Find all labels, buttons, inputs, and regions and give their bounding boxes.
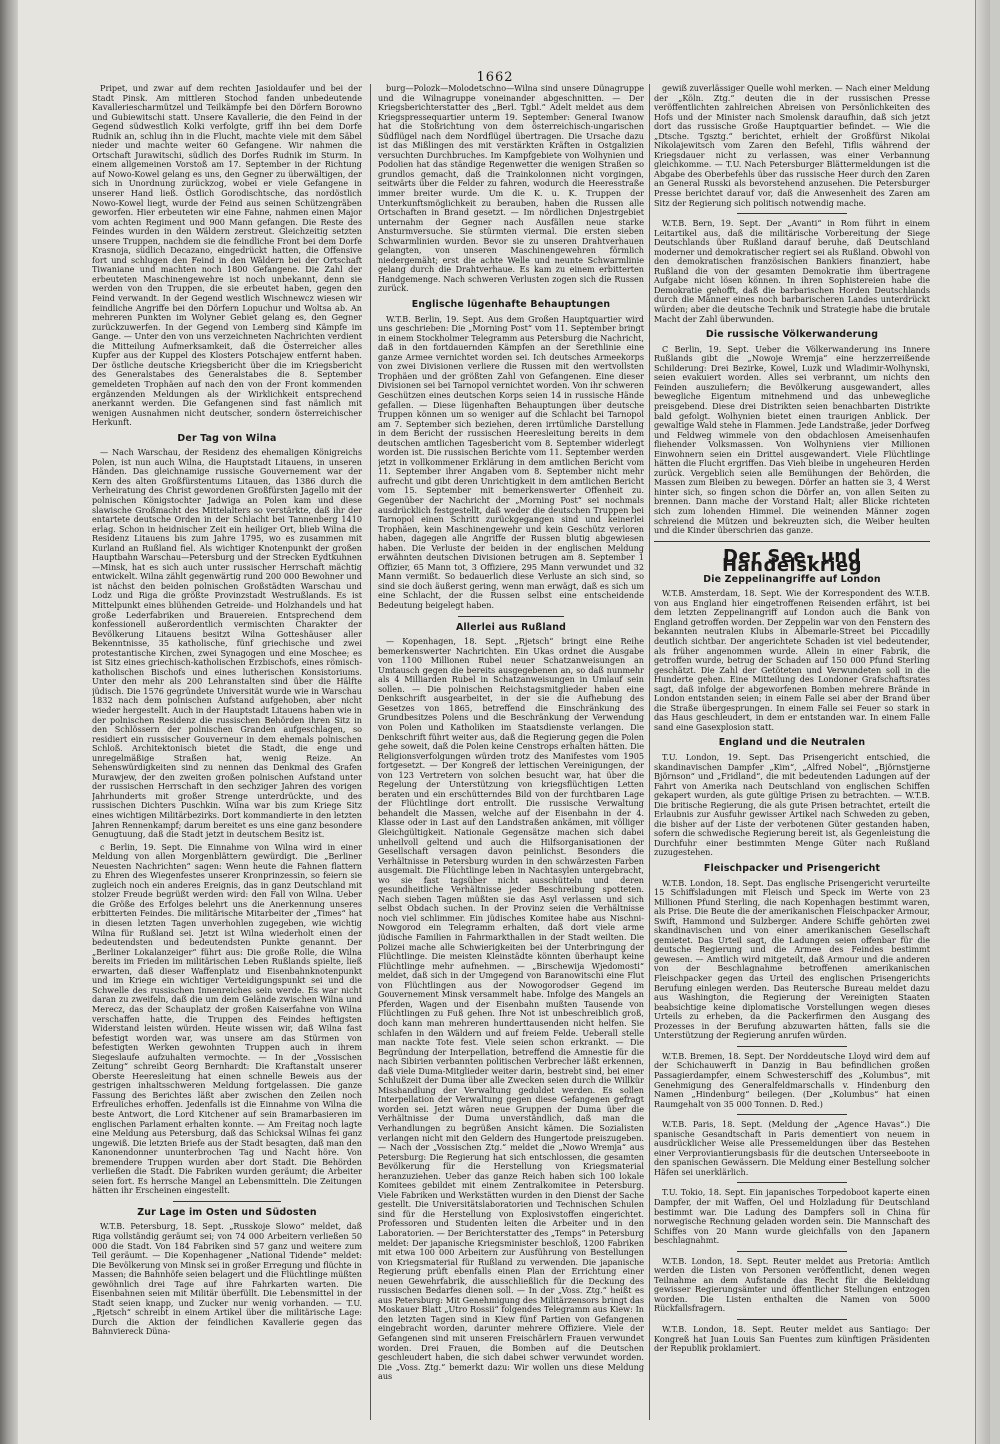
divider	[173, 1201, 281, 1202]
article-paragraph: W.T.B. Paris, 18. Sept. (Meldung der „Agence Havas“.) Die spanische Gesandtschaft in Paris dementiert von neuem in ausdrücklicher Weise alle Pressemeldungen über das Bestehen einer Verproviantierungsbasis für die deutschen Unterseeboote in den spanischen Gewässern. Die Meldung einer Bestellung solcher Häfen sei unerklärlich.	[654, 1119, 930, 1177]
article-heading: Allerlei aus Rußland	[455, 621, 567, 633]
column-3	[654, 84, 930, 1424]
article-paragraph: T.U. Tokio, 18. Sept. Ein japanisches Torpedoboot kaperte einen Dampfer, der mit Waffen, Oel und Holzladung für Deutschland bestimmt war. Die Ladung des Dampfers soll in China für norwegische Rechnung geladen worden sein. Die Mannschaft des Schiffes von 20 Mann wurde gleichfalls von den Japanern beschlagnahmt.	[654, 1187, 930, 1246]
article-paragraph: burg—Polozk—Molodetschno—Wilna sind unsere Dünagruppe und die Wilnagruppe voneinander abgeschnitten. — Der Kriegsberichterstatter des „Berl. Tgbl.“ Adelt meldet aus dem Kriegspressequartier unterm 19. September: General Iwanow hat die Stoßrichtung von dem österreichisch-ungarischen Südflügel nach dem Nordflügel übertragen. Die Ursache dazu ist das Mißlingen des mit verstärkten Kräften in Ostgalizien versuchten Durchbruches. Im Kampfgebiete von Wolhynien und Podolien hat das ständige Regenwetter die wenigen Straßen so grundlos gemacht, daß die Trainkolonnen nicht vorgingen, seitwärts über die Felder zu fahren, wodurch die Heeresstraße immer breiter wurde. Um die K. u. K. Truppen der Unterkunftsmöglichkeit zu berauben, haben die Russen alle Ortschaften in Brand gesetzt. — Im nördlichen Dnjestrgebiet unternahm der Gegner nach Ausfällen neue starke Ansturmversuche. Sie stürmten viermal. Die ersten sieben Schwarmlinien wurden. Bevor sie zu unseren Drahtverhauen gelangten, von unseren Maschinengewehren förmlich niedergemäht; erst die achte Welle und neunte Schwarmlinie gelang durch die Drahtverhaue. Es kam zu einem erbitterten Handgemenge. Nach schweren Verlusten zogen sich die Russen zurück.	[378, 84, 644, 294]
article-heading: Der Tag von Wilna	[177, 432, 277, 444]
divider	[737, 1046, 847, 1047]
article-paragraph: c Berlin, 19. Sept. Die Einnahme von Wilna wird in einer Meldung von allen Morgenblättern gewürdigt. Die „Berliner Neuesten Nachrichten“ sagen: Wenn heute die Fahnen flattern zu Ehren des Wiegenfestes unserer Kronprinzessin, so feiern sie zugleich noch ein anderes Ereignis, das in ganz Deutschland mit stolzer Freude begrüßt werden wird: den Fall von Wilna. Ueber die Größe des Erfolges belehrt uns die Anerkennung unseres erbitterten Feindes. Die militärische Mitarbeiter der „Times“ hat in diesen letzten Tagen unverhohlen zugegeben, wie wichtig Wilna für Rußland sei. Jetzt ist Wilna wiederholt einen der bedeutendsten und bedeutendsten Punkte genannt. Der „Berliner Lokalanzeiger“ führt aus: Die große Rolle, die Wilna bereits im Frieden im militärischen Leben Rußlands spielte, ließ erwarten, daß dieser Waffenplatz und Eisenbahnknotenpunkt und im Kriege ein wichtiger Verteidigungspunkt sei und die Schwelle des russischen Innenreiches sein werde. Es war nicht daran zu zweifeln, daß die um dem Gelände zwischen Wilna und Merecz, das der Schauplatz der großen Kaiserfahne von Wilna verschaffen hatte, die Truppen des Feindes heftigsten Widerstand leisten würden. Heute wissen wir, daß Wilna fast befestigt worden war, was unsere am das Stürmen von befestigten Werken gewohnten Truppen auch in ihrem Siegeslaufe aufzuhalten vermochte. — In der „Vossischen Zeitung“ schreibt Georg Bernhardt: Die Kraftanstalt unserer Oberste Heeresleitung hat einen schnelle Beweis aus der gestrigen inhaltsschweren Meldung fortgelassen. Die ganze Fassung des Berichtes läßt aber zwischen den Zeilen noch Erfreuliches erhoffen. Jedenfalls ist die Einnahme von Wilna die beste Antwort, die Lord Kitchener auf sein Bramarbasieren im englischen Parlament erhalten konnte. — Am Freitag noch lagte eine Meldung aus Petersburg, daß das Schicksal Wilnas fei ganz ungewiß. Die letzten Briefe aus der Stadt besagten, daß man den Kanonendonner ununterbrochen Tag und Nacht höre. Von bremendere Truppen wurden aber dort Stadt. Die Behörden verließen die Stadt. Die Fabriken wurden geräumt; die Arbeiter seien fort. Es herrsche Mangel an Lebensmitteln. Die Zeitungen hätten ihr Erscheinen eingestellt.	[92, 841, 362, 1196]
section-heading: Der See- und Handelskrieg	[721, 545, 863, 577]
article-heading: Englische lügenhafte Behauptungen	[411, 299, 611, 311]
article-paragraph: C Berlin, 19. Sept. Ueber die Völkerwanderung ins Innere Rußlands gibt die „Nowoje Wremja“ eine herzzerreißende Schilderung: Drei Bezirke, Kowel, Luzk und Wladimir-Wolhynski, seien evakuiert worden. Alles sei verbrannt, um nichts den Feinden auszuliefern; die Bevölkerung ausgewandert, alles bewegliche Eigentum mitnehmend und das unbewegliche preisgebend. Diese drei Distrikten seien benachbarten Distrikte bald gefolgt. Wolhynien bietet einen traurigen Anblick. Der gewaltige Wald stehe in Flammen. Jede Landstraße, jeder Dorfweg und Feldweg wimmele von den obdachlosen Ameisenhaufen fliehender Volksmassen. Von Wolhyniens vier Millionen Einwohnern seien ein Drittel ausgewandert. Viele Flüchtlinge hätten die Flucht ergriffen. Das Vieh bleibe in ungeheuren Herden zurück. Vergeblich seien alle Bemühungen der Behörden, die Massen zum Bleiben zu bewegen. Dörfer an hatten sie 3, 4 Werst hinter sich, so fingen schon die Dörfer an, von allen Seiten zu brennen. Dann mache der Vorstand Halt; aller Blicke richteten sich zum lohenden Himmel. Die weinenden Männer zogen schreiend die Mützen und bekreuzten sich, die Weiber heulten und die Kinder überschrien das ganze.	[654, 343, 930, 536]
article-heading: Zur Lage im Osten und Südosten	[137, 1206, 317, 1218]
divider	[737, 1114, 847, 1115]
divider	[737, 213, 847, 214]
article-heading: Die russische Völkerwanderung	[705, 329, 879, 341]
divider	[458, 616, 564, 617]
article-heading: Die Zeppelinangriffe auf London	[703, 573, 881, 585]
article-paragraph: — Nach Warschau, der Residenz des ehemaligen Königreichs Polen, ist nun auch Wilna, die Hauptstadt Litauens, in unseren Händen. Das gleichnamige russische Gouvernement war der Kern des alten Großfürstentums Litauen, das 1386 durch die Verheiratung des Christ gewordenen Großfürsten Jagello mit der polnischen Königstochter Jadwiga an Polen kam und diese slawische Großmacht des Mittelalters so verstärkte, daß ihr der entartete deutsche Orden in der Schlacht bei Tannenberg 1410 erlag. Schon in heidnischer Zeit ein heiliger Ort, blieb Wilna die Residenz Litauens bis zum Jahre 1795, wo es zusammen mit Kurland an Rußland fiel. Als wichtiger Knotenpunkt der großen Hauptbahn Warschau—Petersburg und der Strecken Eydtkuhnen—Minsk, hat es sich auch unter russischer Herrschaft mächtig entwickelt. Wilna zählt gegenwärtig rund 200 000 Bewohner und ist nächst den beiden polnischen Großstädten Warschau und Lodz und Riga die größte Provinzstadt Westrußlands. Es ist Mittelpunkt eines blühenden Getreide- und Holzhandels und hat große Lederfabriken und Brauereien. Entsprechend dem konfessionell außerordentlich vermischten Charakter der Bevölkerung Litauens besitzt Wilna Gotteshäuser aller Bekenntnisse, 35 katholische, fünf griechische und zwei protestantische Kirchen, zwei Synagogen und eine Moschee; es ist Sitz eines griechisch-katholischen Erzbischofs, eines römisch-katholischen Bischofs und eines lutherischen Konsistoriums. Unter den mehr als 200 Lehranstalten sind über die Hälfte jüdisch. Die 1576 gegründete Universität wurde wie in Warschau 1832 nach dem polnischen Aufstand aufgehoben, aber nicht wieder hergestellt. Auch in der Hauptstadt Litauens haben wie in der polnischen Residenz die russischen Behörden ihren Sitz in den Schlössern der polnischen Granden aufgeschlagen, so residiert ein russischer Gouverneur in dem ehemals polnischen Schloß. Architektonisch bietet die Stadt, die enge und unregelmäßige Straßen hat, wenig Reize. An Sehenswürdigkeiten sind zu nennen das Denkmal des Grafen Murawjew, der den zweiten großen polnischen Aufstand unter der russischen Herrschaft in den sechziger Jahren des vorigen Jahrhunderts mit großer Strenge unterdrückte, und des russischen Dichters Puschkin. Wilna war bis zum Kriege Sitz eines wichtigen Militärbezirks. Dort kommandierte in den letzten Jahren Rennenkampf; darum bereitet es uns eine ganz besondere Genugtuung, daß die Stadt jetzt in deutschem Besitz ist.	[92, 447, 362, 840]
article-paragraph: W.T.B. Petersburg, 18. Sept. „Russkoje Slowo“ meldet, daß Riga vollständig geräumt sei; von 74 000 Arbeitern verließen 50 000 die Stadt. Von 184 Fabriken sind 57 ganz und weitere zum Teil geräumt. — Die Kopenhagener „National Tidende“ meldet: Die Bevölkerung von Minsk sei in großer Erregung und flüchte in Massen; die Bahnhöfe seien belagert und die Flüchtlinge müßten gewöhnlich drei Tage auf ihre Fahrkarten warten. Die Eisenbahnen seien mit Militär überfüllt. Die Lebensmittel in der Stadt seien knapp, und Zucker nur wenig vorhanden. — T.U. „Rjetsch“ schreibt in einem Artikel über die militärische Lage: Durch die Aktion der feindlichen Kavallerie gegen das Bahnviereck Düna-	[92, 1221, 362, 1337]
article-paragraph: W.T.B. Bremen, 18. Sept. Der Norddeutsche Lloyd wird dem auf der Schichauwerft in Danzig in Bau befindlichen großen Passagierdampfer, einem Schwesterschiff des „Kolumbus“, mit Genehmigung des Generalfeldmarschalls v. Hindenburg den Namen „Hindenburg“ beilegen. (Der „Kolumbus“ hat einen Raumgehalt von 35 000 Tonnen. D. Red.)	[654, 1050, 930, 1109]
section-divider	[654, 541, 930, 542]
article-paragraph: W.T.B. Bern, 19. Sept. Der „Avanti“ in Rom führt in einem Leitartikel aus, daß die militärische Vorbereitung der Siege Deutschlands über Rußland darauf beruhe, daß Deutschland moderner und demokratischer regiert sei als Rußland. Obwohl von den demokratischen französischen Bankiers finanziert, habe Rußland die von der gesamten Demokratie ihm übertragene Aufgabe nicht lösen können. In ihren Sophistereien habe die Demokratie gehofft, daß die barbarischen Horden Deutschlands durch die Männer eines noch barbarischeren Landes unterdrückt würden; aber die deutsche Technik und Strategie habe die brutale Macht der Zahl überwunden.	[654, 218, 930, 324]
book-spine	[0, 0, 18, 1444]
article-paragraph: — Kopenhagen, 18. Sept. „Rjetsch“ bringt eine Reihe bemerkenswerter Nachrichten. Ein Ukas ordnet die Ausgabe von 1100 Millionen Rubel neuer Schatzanweisungen an Umtausch gegen die bereits ausgegebenen an, so daß nunmehr als 4 Milliarden Rubel in Schatzanweisungen in Umlauf sein sollen. — Die polnischen Reichstagsmitglieder haben eine Denkschrift ausgearbeitet, in der sie die Aufhebung des Gesetzes von 1865, betreffend die Einschränkung des Grundbesitzes Polens und die Beschränkung der Verwendung von Polen und Katholiken im Staatsdienste verlangen. Die Denkschrift führt weiter aus, daß die Regierung gegen die Polen gehe soweit, daß die Polen keine Censtrops erhalten hätten. Die Religionsverfolgungen würden trotz des Manifestes vom 1905 fortgesetzt. — Der Kongreß der lettischen Vereinigungen, der von 123 Vertretern von solchen besucht war, hat über die Regelung der Unterstützung von kriegsflüchtigen Letten beraten und ein erschütterndes Bild von der furchtbaren Lage der Flüchtlinge dort entrollt. Die russische Verwaltung behandelt die Massen, welche auf der Eisenbahn in der 4. Klasse oder in Last auf den Landstraßen ankämen, mit völliger Gleichgültigkeit. Nationale Gegensätze machen sich dabei unheilvoll geltend und auch die Hilfsorganisationen der Gesellschaft versagen davon peinlichst. Besonders die Verhältnisse in Petersburg wurden in den schwärzesten Farben ausgemalt. Die Flüchtlinge leben in Nachtasylen untergebracht, wo sie fast tagsüber nicht ausschütteln und deren gesundheitliche Verhältnisse jeder Beschreibung spotteten. Nach sieben Tagen müßten sie das Asyl verlassen und sich selbst Obdach suchen. In der Provinz seien die Verhältnisse noch viel schlimmer. Ein jüdisches Komitee habe aus Nischni-Nowgorod ein Telegramm erhalten, daß dort viele arme jüdische Familien in Fahrmarkthallen in der Stadt weilten. Die Polizei mache alle Schwierigkeiten bei der Unterbringung der Flüchtlinge. Die meisten Kleinstädte könnten überhaupt keine Flüchtlinge mehr aufnehmen. — „Birschewija Wjedomosti“ meldet, daß sich in der Umgegend von Baranowitschi eine Flut von Flüchtlingen aus der Nowogorodser Gegend im Gouvernement Minsk versammelt habe. Infolge des Mangels an Pferden, Wagen und der Eisenbahn mußten Tausende von Flüchtlingen zu Fuß gehen. Ihre Not ist unbeschreiblich groß, doch kann man mehreren hunderttausenden nicht helfen. Sie schlafen in den Wäldern und auf freiem Felde. Ueberall stelle man nackte Tote fest. Viele seien schon erkrankt. — Die Begründung der Interpellation, betreffend die Amnestie für die nach Sibirien verbannten politischen Verbrecher läßt erkennen, daß viele Duma-Mitglieder weiter darin, bestrebt sind, bei einer Schlußzeit der Duma über alle Zwecken seien durch die Willkür Misshandlung der Verwaltung geduldet werden. Es sollen Interpellation der Verwaltung gegen diese Gefangenen gefragt worden sei. Jetzt wären neue Gruppen der Duma über die Verhältnisse der Duma unverständlich, daß man die Verhandlungen zu begrüßen Ansicht kämen. Die Sozialisten verlangen nicht mit den Geldern des Hungertode preiszugeben. — Nach der „Vossischen Ztg.“ meldet die „Nowo Wremja“ aus Petersburg: Die Regierung hat sich entschlossen, die gesamten Bevölkerung für die Herstellung von Kriegsmaterial heranzuziehen. Ueber das ganze Reich haben sich 100 lokale Komitees gebildet mit einem Zentralkomitee in Petersburg. Viele Fabriken und Werkstätten wurden in den Dienst der Sache gestellt. Die Universitätslaboratorien und Technischen Schulen sind für die Herstellung von Explosivstoffen eingerichtet. Professoren und Studenten leiten die Arbeiter und in den Laboratorien. — Der Berichterstatter des „Temps“ in Petersburg meldet: Der japanische Kriegsminister beschloß, 1200 Fabriken mit etwa 100 000 Arbeitern zur Ausführung von Bestellungen von Kriegsmaterial für Rußland zu verwenden. Die japanische Regierung prüft ebenfalls einen Plan der Errichtung einer neuen Gewehrfabrik, die ausschließlich für die Deckung des russischen Bedarfes dienen soll. — In der „Voss. Ztg.“ heißt es aus Petersburg: Mit Genehmigung des Militärzensors bringt das Moskauer Blatt „Utro Rossii“ folgendes Telegramm aus Kiew: In den letzten Tagen sind in Kiew fünf Partien von Gefangenen eingebracht worden, darunter mehrere Offiziere. Viele der Gefangenen sind mit unseren Freischärlern Frauen verwundet worden. Drei Frauen, die Bomben auf die Deutschen geschleudert haben, die sich dabei schwer verwundet worden. Die „Voss. Ztg.“ bemerkt dazu: Wir wollen uns diese Meldung aus	[378, 636, 644, 1382]
article-paragraph: W.T.B. London, 18. Sept. Das englische Prisengericht verurteilte 15 Schiffsladungen mit Fleisch und Speck im Werte von 23 Millionen Pfund Sterling, die nach Kopenhagen bestimmt waren, als Prise. Die Beute die der amerikanischen Fleischpacker Armour, Swift, Hammond und Sulzberger. Andere Schiffe gehörten zwei skandinavischen und von einer amerikanischen Gesellschaft gemietet. Das Urteil sagt, die Ladungen seien offenbar für die deutsche Regierung und die Armee des Feindes bestimmt gewesen. — Amtlich wird mitgeteilt, daß Armour und die anderen von der Beschlagnahme betroffenen amerikanischen Fleischpacker gegen das Urteil des englischen Prisengerichts Berufung einlegen werden. Das Reutersche Bureau meldet dazu aus Washington, die Regierung der Vereinigten Staaten beabsichtige keine diplomatische Vorstellungen wegen dieses Urteils zu erheben, da die Packerfirmen den Ausgang des Prozesses in der Berufung abzuwarten hätten, falls sie die Unterstützung der Regierung anrufen würden.	[654, 877, 930, 1041]
divider	[737, 1319, 847, 1320]
article-paragraph: T.U. London, 19. Sept. Das Prisengericht entschied, die skandinavischen Dampfer „Kim“, „Alfred Nobel“, „Björnstjerne Björnson“ und „Fridland“, die mit bedeutenden Ladungen auf der Fahrt von Amerika nach Deutschland von englischen Schiffen gekapert wurden, als gute gültige Prisen zu betrachten. — W.T.B. Die britische Regierung, die als gute Prisen betrachtet, erteilt die Erlaubnis zur Ausfuhr gewisser Artikel nach Schweden zu geben, die bisher auf der Liste der verbotenen Güter gestanden haben, sofern die schwedische Regierung bereit ist, als Gegenleistung die Durchfuhr einer bestimmten Menge Güter nach Rußland zuzugestehen.	[654, 752, 930, 858]
column-rule	[649, 84, 650, 1420]
article-paragraph: W.T.B. London, 18. Sept. Reuter meldet aus Santiago: Der Kongreß hat Juan Louis San Fuentes zum künftigen Präsidenten der Republik proklamiert.	[654, 1323, 930, 1354]
article-paragraph: Pripet, und zwar auf dem rechten Jasioldaufer und bei der Stadt Pinsk. Am mittleren Stochod fanden unbedeutende Kavalleriescharmützel und Teilkämpfe bei den Dörfern Borowno und Gubiewitschi statt. Unsere Kavallerie, die den Feind in der Gegend südwestlich Kolki verfolgte, griff ihn bei dem Dorfe Rudnik an, schlug ihn in die Flucht, machte viele mit dem Säbel nieder und machte weiter 60 Gefangene. Wir nahmen die Ortschaft Jurawitschi, südlich des Dorfes Rudnik im Sturm. In einem allgemeinen Vorstoß am 17. September in der Richtung auf Nowo-Kowel gelang es uns, den Gegner zu überwältigen, der sich in Unordnung zurückzog, wobei er viele Gefangene in unserer Hand ließ. Östlich Gorodischtsche, das nordöstlich Nowo-Kowel liegt, wurde der Feind aus seinen Schützengräben geworfen. Hier erbeuteten wir eine Fahne, nahmen einen Major vom achten Regiment und 900 Mann gefangen. Die Reste des Feindes wurden in den Wäldern zerstreut. Gleichzeitig setzten unsere Truppen, nachdem sie die feindliche Front bei dem Dorfe Krasnoja, südlich Decazano, eingedrückt hatten, die Offensive fort und schlugen den Feind in den Wäldern bei der Ortschaft Tiwaniane und machten noch 1800 Gefangene. Die Zahl der erbeuteten Maschinengewehre ist noch unbekannt, denn sie werden von den Truppen, die sie erbeutet haben, gegen den Feind verwandt. In der Gegend westlich Wischnewcz wiesen wir feindliche Angriffe bei den Dörfern Lopuchur und Woltsa ab. An mehreren Punkten im Wolyner Gebiet gelang es, den Gegner zurückzuwerfen. In der Gegend von Lemberg sind Kämpfe im Gange. — Unter den von uns verzeichneten Nachrichten verdient die Mitteilung Aufmerksamkeit, daß die Österreicher alles Kupfer aus der Kuppel des Klosters Potschajew entfernt haben. Der östliche deutsche Kriegsbericht über die im Kriegsbericht des Generalstabes des Generalstabes die 8. September gemeldeten Trophäen auf nach den von der Front kommenden ergänzenden Meldungen als der Wirklichkeit entsprechend anerkannt werden. Die Gefangenen sind fast nämlich mit wenigen Ausnahmen nicht deutscher, sondern österreichischer Herkunft.	[92, 84, 362, 428]
page-number: 1662	[476, 70, 514, 85]
divider	[737, 1251, 847, 1252]
column-1	[92, 84, 362, 1424]
article-heading: Fleischpacker und Prisengericht	[703, 863, 881, 875]
article-paragraph: W.T.B. London, 18. Sept. Reuter meldet aus Pretoria: Amtlich werden die Listen von Personen veröffentlicht, denen wegen Teilnahme an dem Aufstande das Recht für die Bekleidung gewisser Regierungsämter und öffentlicher Stellungen entzogen worden. Die Listen enthalten die Namen von 5000 Rückfallsfragern.	[654, 1255, 930, 1314]
column-2	[378, 84, 644, 1424]
article-paragraph: gewiß zuverlässiger Quelle wohl merken. — Nach einer Meldung der „Köln. Ztg.“ deuten die in der russischen Presse veröffentlichten zahlreichen Abreisen von Persönlichkeiten des Hofs und der Minister nach Smolensk daraufhin, daß sich jetzt dort das russische Große Hauptquartier befindet. — Wie die „Dtsche. Tgsztg.“ berichtet, erhielt der Großfürst Nikolai Nikolajewitsch vom Zaren den Befehl, Tiflis während der Kriegsdauer nicht zu verlassen, was einer Verbannung gleichkomme. — T.U. Nach Petersburger Blättermeldungen ist die Abgabe des Oberbefehls über das russische Heer durch den Zaren an General Russki als bevorstehend anzusehen. Die Petersburger Presse berichtet darauf vor, daß die Anwesenheit des Zaren am Sitz der Regierung sich politisch notwendig mache.	[654, 84, 930, 208]
column-rule	[370, 84, 371, 1420]
page-edge	[975, 0, 990, 1444]
article-paragraph: W.T.B. Amsterdam, 18. Sept. Wie der Korrespondent des W.T.B. von aus England hier eingetroffenen Reisenden erfährt, ist bei dem letzten Zeppelinangriff auf London auch die Bank von England getroffen worden. Der Zeppelin war von den Fenstern des bekannten neutralen Klubs in Albemarle-Street bei Piccadilly deutlich sichtbar. Der angerichtete Schaden ist viel bedeutender, als früher angenommen wurde. Allein in einer Fabrik, die getroffen wurde, betrug der Schaden auf 150 000 Pfund Sterling geschätzt. Die Zahl der Getöteten und Verwundeten soll in die Hunderte gehen. Eine Mitteilung des Londoner Grafschaftsrates sagt, daß infolge der abgeworfenen Bomben mehrere Brände in London entstanden seien; in einem Falle sei aber der Brand über die Straße übergesprungen. In einem Falle sei Feuer so stark in das Haus geschleudert, in dem er entstanden war. In einem Falle sand eine Gasexplosion statt.	[654, 588, 930, 732]
article-heading: England und die Neutralen	[718, 737, 866, 749]
divider	[737, 1182, 847, 1183]
article-paragraph: W.T.B. Berlin, 19. Sept. Aus dem Großen Hauptquartier wird uns geschrieben: Die „Morning Post“ vom 11. September bringt in einem Stockholmer Telegramm aus Petersburg die Nachricht, daß in den fortdauernden Kämpfen an der Serethlinie eine ganze Armee vernichtet worden sei. Ich deutsches Armeekorps von zwei Divisionen verliere die Russen mit den wertvollsten Trophäen und der größten Zahl von Gefangenen. Eine dieser Divisionen sei bei Tarnopol vernichtet worden. Von ihr schweren Geschützen eines deutschen Korps seien 14 in russische Hände gefallen. — Diese lügenhaften Behauptungen über deutsche Truppen können um so weniger auf die Schlacht bei Tarnopol am 7. September sich beziehen, deren irrtümliche Darstellung in dem Bericht der russischen Heeresleitung bereits in dem deutschen amtlichen Tagesbericht vom 8. September widerlegt worden ist. Die russischen Berichte vom 11. September werden jetzt in vollkommener Erklärung in dem amtlichen Bericht vom 11. September ihrer Angaben vom 8. September nicht mehr aufrecht und gibt deren Unrichtigkeit in dem amtlichen Bericht vom 15. September mit bemerkenswerter Offenheit zu. Gegenüber der Nachricht der „Morning Post“ sei nochmals ausdrücklich festgestellt, daß weder die deutschen Truppen bei Tarnopol einen Schritt zurückgegangen sind und keinerlei Trophäen, kein Maschinengewehr und kein Geschütz verloren haben, dagegen alle Angriffe der Russen blutig abgewiesen haben. Die Verluste der beiden in der englischen Meldung erwähnten deutschen Divisionen betrugen am 8. September 1 Offizier, 65 Mann tot, 3 Offiziere, 295 Mann verwundet und 32 Mann vermißt. So bedauerlich diese Verluste an sich sind, so sind sie doch äußerst gering, wenn man erwägt, daß es sich um eine Schlacht, der die Russen selbst eine entscheidende Bedeutung beigelegt haben.	[378, 313, 644, 610]
